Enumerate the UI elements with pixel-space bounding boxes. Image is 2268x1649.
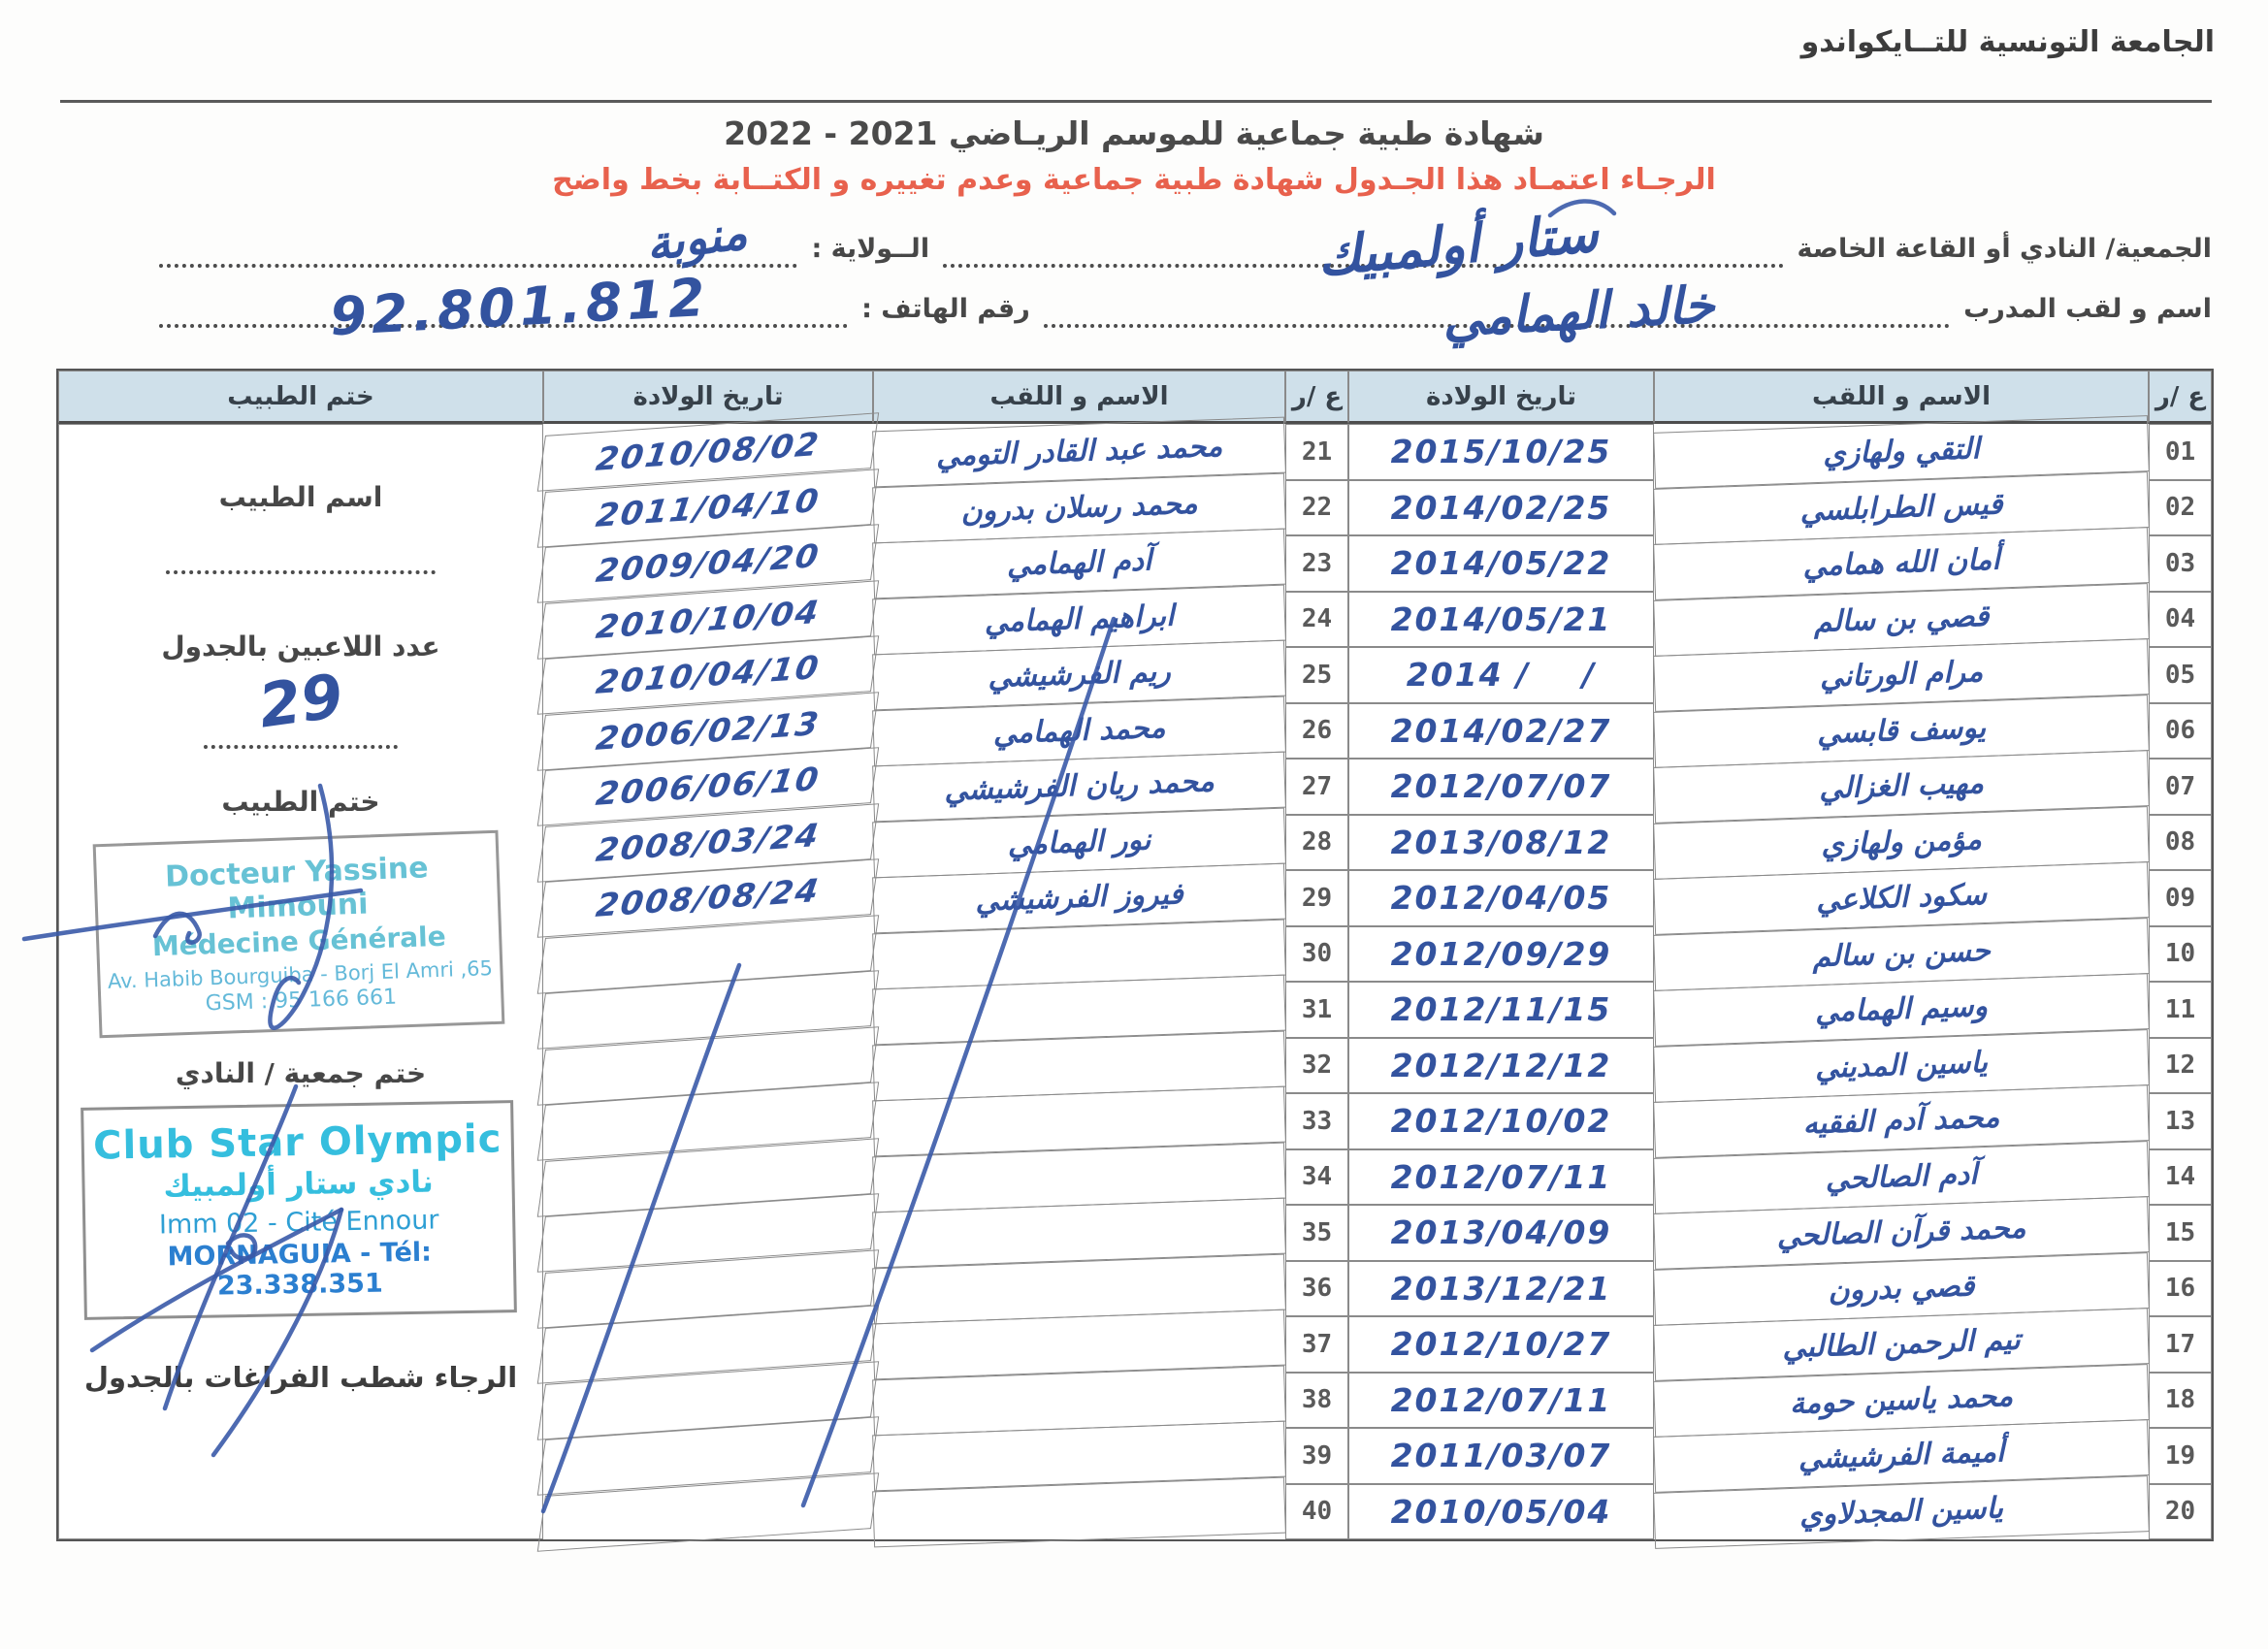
club-stamp-line-3: Imm 02 - Cité Ennour (158, 1205, 439, 1241)
row-number-right: 14 (2149, 1149, 2212, 1206)
player-name-left: محمد ريان الفرشيشي (872, 752, 1286, 822)
row-number-right: 02 (2149, 480, 2212, 536)
coach-field-label: اسم و لقب المدرب (1963, 294, 2212, 324)
row-number-right: 09 (2149, 870, 2212, 926)
row-number-right: 07 (2149, 759, 2212, 815)
player-name-right: مؤمن ولهازي (1653, 806, 2150, 879)
row-number-left: 37 (1285, 1316, 1348, 1373)
player-dob-right: 2014/02/25 (1348, 480, 1654, 536)
player-dob-left: 2006/02/13 (537, 692, 879, 770)
player-name-right: مهيب الغزالي (1653, 750, 2150, 823)
player-dob-right: 2012/07/11 (1348, 1373, 1654, 1429)
player-dob-right: 2012/11/15 (1348, 982, 1654, 1038)
player-dob-left: 2009/04/20 (537, 524, 879, 602)
player-name-right: سكود الكلاعي (1653, 861, 2150, 934)
players-count-value: 29 (254, 660, 347, 742)
player-dob-right: 2014 / / (1348, 647, 1654, 703)
row-number-right: 10 (2149, 926, 2212, 983)
player-name-right: أمان الله همامي (1653, 527, 2150, 599)
row-number-left: 27 (1285, 759, 1348, 815)
row-number-left: 33 (1285, 1093, 1348, 1149)
player-dob-right: 2010/05/04 (1348, 1484, 1654, 1540)
strike-blanks-note: الرجاء شطب الفراغات بالجدول (83, 1361, 518, 1394)
player-name-left: فيروز الفرشيشي (872, 863, 1286, 933)
player-name-right: ياسين المديني (1653, 1029, 2150, 1102)
row-number-left: 32 (1285, 1038, 1348, 1094)
row-number-left: 35 (1285, 1205, 1348, 1261)
header-no-left: ع /ر (1285, 371, 1348, 424)
player-name-left: آدم الهمامي (872, 529, 1286, 598)
doctor-stamp-line-3: 65, Av. Habib Bourguiba - Borj El Amri (107, 956, 494, 993)
state-dotted-line (159, 205, 797, 273)
row-number-right: 05 (2149, 647, 2212, 703)
row-number-left: 21 (1285, 424, 1348, 480)
player-name-left: محمد الهمامي (872, 695, 1286, 765)
doctor-name-label: اسم الطبيب (218, 481, 383, 513)
handwriting-club-name: ستار أولمبيك (1314, 202, 1602, 288)
row-number-left: 22 (1285, 480, 1348, 536)
player-dob-right: 2011/03/07 (1348, 1428, 1654, 1484)
club-dotted-line (943, 202, 1783, 288)
player-dob-left: 2008/08/24 (537, 858, 879, 937)
header-name-right: الاسم و اللقب (1654, 371, 2149, 424)
player-name-right: محمد آدم الفقيه (1653, 1084, 2150, 1157)
player-name-left: نور الهمامي (872, 807, 1286, 877)
form-row-coach-phone (146, 266, 2212, 349)
doctor-stamp-line-1: Docteur Yassine Mimouni (164, 851, 430, 926)
handwriting-state: منوبة (642, 205, 750, 273)
row-number-right: 18 (2149, 1373, 2212, 1429)
player-name-right: محمد قرآن الصالحي (1653, 1196, 2150, 1269)
row-number-right: 11 (2149, 982, 2212, 1038)
row-number-right: 12 (2149, 1038, 2212, 1094)
row-number-left: 23 (1285, 535, 1348, 592)
header-dob-left: تاريخ الولادة (543, 371, 873, 424)
player-name-right: قيس الطرابلسي (1653, 471, 2150, 544)
row-number-right: 01 (2149, 424, 2212, 480)
player-dob-left: 2010/04/10 (537, 635, 879, 714)
player-name-right: تيم الرحمن الطالبي (1653, 1308, 2150, 1380)
phone-dotted-line (159, 266, 848, 348)
doctor-name-dotted-line (166, 570, 437, 574)
row-number-left: 31 (1285, 982, 1348, 1038)
player-dob-right: 2012/10/02 (1348, 1093, 1654, 1149)
player-dob-left: 2008/03/24 (537, 803, 879, 882)
warning-text: الرجـاء اعتمـاد هذا الجـدول شهادة طبية جماعية وعدم تغييره و الكتــابة بخط واضح (552, 163, 1716, 197)
row-number-left: 28 (1285, 815, 1348, 871)
club-stamp-line-4: MORNAGUIA - Tél: 23.338.351 (167, 1237, 433, 1302)
row-number-right: 16 (2149, 1261, 2212, 1317)
player-dob-left: 2006/06/10 (537, 747, 879, 825)
players-count-dotted-line (204, 745, 397, 749)
doctor-stamp-label: ختم الطبيب (221, 786, 380, 818)
player-dob-right: 2012/04/05 (1348, 870, 1654, 926)
handwriting-phone-number: 92.801.812 (329, 266, 712, 348)
row-number-left: 34 (1285, 1149, 1348, 1206)
doctor-stamp-line-4: GSM : 95 166 661 (205, 985, 398, 1017)
doctor-stamp-line-2: Médecine Générale (151, 920, 447, 963)
player-name-left: ريم الفرشيشي (872, 640, 1286, 710)
row-number-left: 39 (1285, 1428, 1348, 1484)
coach-dotted-line (1044, 275, 1950, 349)
player-dob-left: 2010/08/02 (537, 412, 879, 491)
player-name-right: قصي بن سالم (1653, 583, 2150, 656)
club-stamp (81, 1100, 517, 1320)
player-name-left: محمد عبد القادر التومي (872, 417, 1286, 487)
row-number-right: 04 (2149, 592, 2212, 648)
row-number-right: 15 (2149, 1205, 2212, 1261)
row-number-left: 26 (1285, 703, 1348, 760)
club-stamp-label: ختم جمعية / النادي (175, 1057, 427, 1089)
header-name-left: الاسم و اللقب (873, 371, 1285, 424)
row-number-left: 25 (1285, 647, 1348, 703)
players-count-wrap (59, 660, 542, 742)
doctor-stamp-column (58, 424, 543, 1539)
row-number-right: 17 (2149, 1316, 2212, 1373)
row-number-left: 29 (1285, 870, 1348, 926)
club-stamp-line-2: نادي ستار أولمبيك (163, 1164, 434, 1205)
header-doctor-stamp: ختم الطبيب (58, 371, 543, 424)
row-number-right: 13 (2149, 1093, 2212, 1149)
player-dob-right: 2012/07/07 (1348, 759, 1654, 815)
player-dob-right: 2015/10/25 (1348, 424, 1654, 480)
player-dob-right: 2012/12/12 (1348, 1038, 1654, 1094)
row-number-left: 30 (1285, 926, 1348, 983)
row-number-left: 38 (1285, 1373, 1348, 1429)
player-dob-right: 2014/05/22 (1348, 535, 1654, 592)
page-title: شهادة طبية جماعية للموسم الريـاضي 2021 - 2022 (724, 114, 1544, 152)
row-number-right: 06 (2149, 703, 2212, 760)
player-name-left: ابراهيم الهمامي (872, 584, 1286, 654)
player-name-right: آدم الصالحي (1653, 1141, 2150, 1213)
player-name-left: محمد رسلان بدرون (872, 472, 1286, 542)
federation-name: الجامعة التونسية للتــايكواندو (1800, 25, 2215, 59)
row-number-right: 08 (2149, 815, 2212, 871)
players-table (56, 369, 2214, 1541)
player-name-right: يوسف قابسي (1653, 695, 2150, 767)
player-name-right: أميمة الفرشيشي (1653, 1419, 2150, 1492)
row-number-left: 24 (1285, 592, 1348, 648)
players-count-label: عدد اللاعبين بالجدول (161, 630, 440, 663)
row-number-right: 20 (2149, 1484, 2212, 1540)
player-name-right: محمد ياسين حومة (1653, 1364, 2150, 1437)
player-dob-right: 2013/04/09 (1348, 1205, 1654, 1261)
player-name-right: التقي ولهازي (1653, 415, 2150, 488)
doctor-stamp (93, 830, 505, 1038)
handwriting-coach-name: خالد الهمامي (1441, 275, 1716, 349)
player-dob-right: 2013/08/12 (1348, 815, 1654, 871)
club-field-label: الجمعية/ النادي أو القاعة الخاصة (1797, 234, 2212, 264)
header-no-right: ع /ر (2149, 371, 2212, 424)
player-name-right: ياسين المجدلاوي (1653, 1475, 2150, 1548)
row-number-right: 19 (2149, 1428, 2212, 1484)
header-dob-right: تاريخ الولادة (1348, 371, 1654, 424)
phone-field-label: رقم الهاتف : (861, 294, 1030, 324)
player-name-right: حسن بن سالم (1653, 918, 2150, 990)
player-dob-right: 2014/02/27 (1348, 703, 1654, 760)
player-name-right: وسيم الهمامي (1653, 973, 2150, 1046)
row-number-right: 03 (2149, 535, 2212, 592)
player-dob-right: 2012/07/11 (1348, 1149, 1654, 1206)
row-number-left: 36 (1285, 1261, 1348, 1317)
player-dob-left: 2011/04/10 (537, 469, 879, 547)
state-field-label: الــولاية : (811, 234, 930, 264)
player-dob-right: 2012/10/27 (1348, 1316, 1654, 1373)
player-dob-right: 2014/05/21 (1348, 592, 1654, 648)
horizontal-divider (60, 100, 2212, 103)
player-dob-right: 2012/09/29 (1348, 926, 1654, 983)
club-stamp-line-1: Club Star Olympic (92, 1116, 502, 1169)
player-dob-right: 2013/12/21 (1348, 1261, 1654, 1317)
player-dob-left: 2010/10/04 (537, 580, 879, 659)
player-name-right: مرام الورتاني (1653, 638, 2150, 711)
form-row-club-state (146, 202, 2212, 288)
player-name-right: قصي بدرون (1653, 1252, 2150, 1325)
row-number-left: 40 (1285, 1484, 1348, 1540)
